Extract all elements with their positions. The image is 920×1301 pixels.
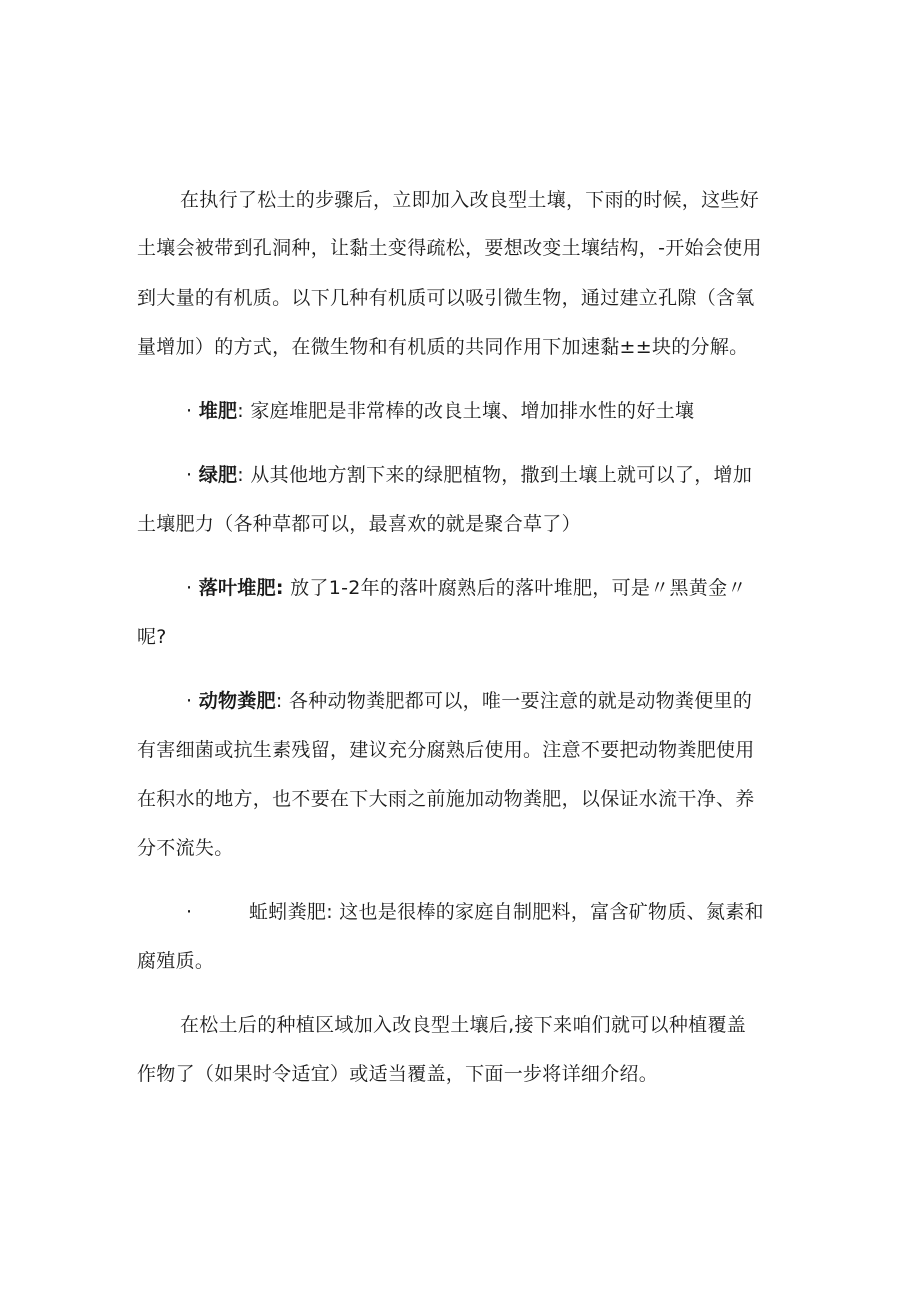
item-animal-manure (186, 688, 752, 714)
item-text: 放了1-2年的落叶腐熟后的落叶堆肥，可是〃黑黄金〃 (283, 577, 747, 599)
intro-line-2: 土壤会被带到孔洞种，让黏土变得疏松，要想改变土壤结构，-开始会使用 (137, 237, 762, 259)
item-worm-castings-line-2: 腐殖质。 (137, 950, 215, 972)
item-text: : 这也是很棒的家庭自制肥料，富含矿物质、氮素和 (326, 901, 764, 923)
item-animal-manure-line-4: 分不流失。 (137, 837, 234, 859)
item-green-manure (186, 462, 752, 488)
item-animal-manure-line-3: 在积水的地方，也不要在下大雨之前施加动物粪肥，以保证水流干净、养 (137, 788, 755, 810)
item-text: : 从其他地方割下来的绿肥植物，撒到土壤上就可以了，增加 (237, 464, 753, 486)
item-term: 堆肥 (198, 400, 238, 422)
bullet-dot: · (186, 464, 193, 486)
item-worm-castings (249, 899, 764, 925)
item-text: : 家庭堆肥是非常棒的改良土壤、增加排水性的好土壤 (237, 400, 695, 422)
item-compost (186, 398, 694, 424)
item-term: 落叶堆肥: (198, 577, 284, 599)
intro-line-1: 在执行了松土的步骤后，立即加入改良型土壤，下雨的时候，这些好 (180, 189, 760, 211)
bullet-dot: · (186, 577, 193, 599)
item-term: 动物粪肥 (198, 690, 276, 712)
item-green-manure-line-2: 土壤肥力（各种草都可以，最喜欢的就是聚合草了） (137, 513, 581, 535)
item-worm-castings-bullet: · (186, 901, 193, 923)
bullet-dot: · (186, 690, 193, 712)
intro-line-4: 量增加）的方式，在微生物和有机质的共同作用下加速黏±±块的分解。 (137, 336, 749, 358)
bullet-dot: · (186, 400, 193, 422)
item-leaf-compost-line-2: 呢? (137, 626, 167, 648)
item-term: 蚯蚓粪肥 (249, 901, 327, 923)
item-text: : 各种动物粪肥都可以，唯一要注意的就是动物粪便里的 (275, 690, 753, 712)
item-term: 绿肥 (198, 464, 238, 486)
item-leaf-compost (186, 575, 747, 601)
item-animal-manure-line-2: 有害细菌或抗生素残留，建议充分腐熟后使用。注意不要把动物粪肥使用 (137, 739, 755, 761)
intro-line-3: 到大量的有机质。以下几种有机质可以吸引微生物，通过建立孔隙（含氧 (137, 287, 755, 309)
closing-line-1: 在松土后的种植区域加入改良型土壤后,接下来咱们就可以种植覆盖 (180, 1014, 747, 1036)
closing-line-2: 作物了（如果时令适宜）或适当覆盖，下面一步将详细介绍。 (137, 1063, 659, 1085)
